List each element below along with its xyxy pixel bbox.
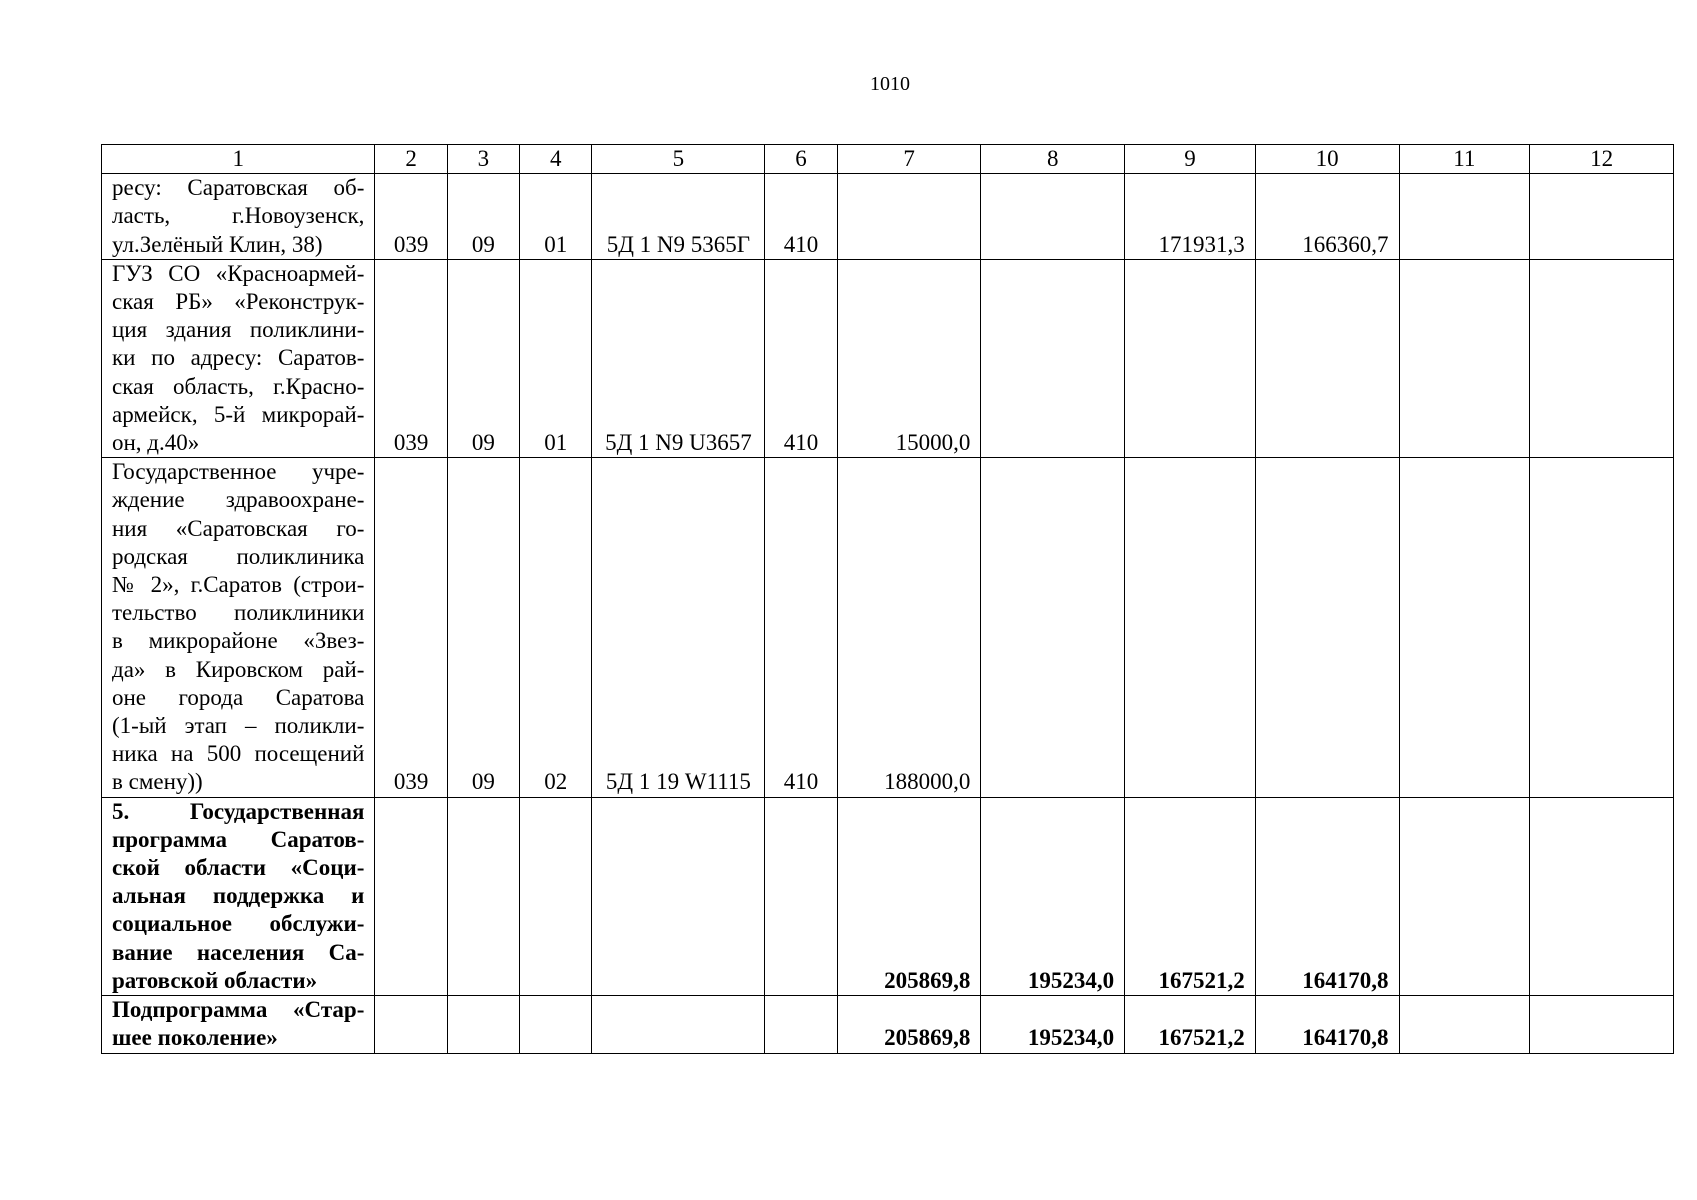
code-cell-c5: 5Д 1 19 W1115: [592, 458, 765, 797]
table-row: [102, 996, 1674, 1053]
row-name-line: программа Саратов-: [112, 826, 365, 852]
column-header: 8: [981, 145, 1125, 174]
code-cell-c6: [765, 996, 837, 1053]
amount-cell-c11: [1399, 797, 1530, 995]
code-cell-c3: 09: [447, 458, 519, 797]
row-name-line: № 2», г.Саратов (строи-: [112, 572, 365, 598]
code-cell-c3: 09: [447, 259, 519, 457]
row-name-cell: [102, 174, 375, 260]
amount-cell-c10: [1255, 259, 1399, 457]
row-name-line: тельство поликлиники: [112, 600, 365, 626]
budget-table: [101, 144, 1674, 1054]
row-name-line: он, д.40»: [112, 430, 200, 456]
amount-cell-c12: [1530, 797, 1674, 995]
amount-cell-c9: 171931,3: [1125, 174, 1256, 260]
amount-cell-c8: [981, 174, 1125, 260]
code-cell-c4: 02: [520, 458, 592, 797]
code-cell-c5: [592, 797, 765, 995]
code-cell-c4: 01: [520, 259, 592, 457]
code-cell-c2: 039: [375, 259, 447, 457]
row-name-line: ки по адресу: Саратов-: [112, 345, 365, 371]
row-name-line: ГУЗ СО «Красноармей-: [112, 260, 365, 286]
amount-cell-c12: [1530, 174, 1674, 260]
code-cell-c3: [447, 996, 519, 1053]
row-name-line: вание населения Са-: [112, 939, 365, 965]
code-cell-c4: [520, 996, 592, 1053]
column-header: 7: [837, 145, 981, 174]
code-cell-c6: 410: [765, 174, 837, 260]
column-header: 10: [1255, 145, 1399, 174]
amount-cell-c10: [1255, 458, 1399, 797]
code-cell-c5: [592, 996, 765, 1053]
code-cell-c5: 5Д 1 N9 U3657: [592, 259, 765, 457]
amount-cell-c11: [1399, 174, 1530, 260]
amount-cell-c9: [1125, 259, 1256, 457]
code-cell-c3: [447, 797, 519, 995]
row-name-line: оне города Саратова: [112, 684, 365, 710]
code-cell-c5: 5Д 1 N9 5365Г: [592, 174, 765, 260]
amount-cell-c8: 195234,0: [981, 797, 1125, 995]
amount-cell-c9: [1125, 458, 1256, 797]
row-name-line: 5. Государственная: [112, 798, 365, 824]
code-cell-c2: 039: [375, 458, 447, 797]
amount-cell-c7: 15000,0: [837, 259, 981, 457]
amount-cell-c11: [1399, 259, 1530, 457]
row-name-line: ция здания поликлини-: [112, 317, 365, 343]
row-name-line: родская поликлиника: [112, 543, 365, 569]
row-name-line: ул.Зелёный Клин, 38): [112, 231, 323, 257]
amount-cell-c11: [1399, 458, 1530, 797]
row-name-line: в микрорайоне «Звез-: [112, 628, 365, 654]
amount-cell-c12: [1530, 996, 1674, 1053]
amount-cell-c7: 188000,0: [837, 458, 981, 797]
table-row: [102, 259, 1674, 457]
code-cell-c6: 410: [765, 458, 837, 797]
table-row: [102, 174, 1674, 260]
code-cell-c2: [375, 996, 447, 1053]
page-number: 1010: [870, 73, 910, 95]
code-cell-c2: 039: [375, 174, 447, 260]
row-name-cell: [102, 797, 375, 995]
row-name-line: ждение здравоохране-: [112, 487, 365, 513]
column-header: 4: [520, 145, 592, 174]
table-row: [102, 797, 1674, 995]
amount-cell-c10: 164170,8: [1255, 996, 1399, 1053]
row-name-line: ской области «Соци-: [112, 855, 365, 881]
amount-cell-c8: 195234,0: [981, 996, 1125, 1053]
column-header: 6: [765, 145, 837, 174]
row-name-cell: [102, 458, 375, 797]
row-name-line: социальное обслужи-: [112, 911, 365, 937]
row-name-line: ресу: Саратовская об-: [112, 175, 365, 201]
column-header: 5: [592, 145, 765, 174]
column-header: 1: [102, 145, 375, 174]
row-name-line: армейск, 5-й микрорай-: [112, 401, 365, 427]
amount-cell-c12: [1530, 458, 1674, 797]
code-cell-c3: 09: [447, 174, 519, 260]
code-cell-c2: [375, 797, 447, 995]
row-name-line: ника на 500 посещений: [112, 741, 365, 767]
row-name-line: в смену)): [112, 769, 203, 795]
row-name-line: альная поддержка и: [112, 883, 365, 909]
amount-cell-c7: 205869,8: [837, 797, 981, 995]
code-cell-c6: 410: [765, 259, 837, 457]
row-name-line: ласть, г.Новоузенск,: [112, 203, 365, 229]
amount-cell-c12: [1530, 259, 1674, 457]
row-name-cell: [102, 259, 375, 457]
code-cell-c4: [520, 797, 592, 995]
row-name-line: Государственное учре-: [112, 459, 365, 485]
amount-cell-c7: 205869,8: [837, 996, 981, 1053]
column-header: 9: [1125, 145, 1256, 174]
column-header: 3: [447, 145, 519, 174]
amount-cell-c7: [837, 174, 981, 260]
row-name-line: Подпрограмма «Стар-: [112, 997, 365, 1023]
amount-cell-c11: [1399, 996, 1530, 1053]
column-header: 12: [1530, 145, 1674, 174]
amount-cell-c8: [981, 259, 1125, 457]
column-header: 2: [375, 145, 447, 174]
amount-cell-c10: 164170,8: [1255, 797, 1399, 995]
amount-cell-c9: 167521,2: [1125, 996, 1256, 1053]
row-name-line: ская РБ» «Реконструк-: [112, 289, 365, 315]
amount-cell-c10: 166360,7: [1255, 174, 1399, 260]
column-header: 11: [1399, 145, 1530, 174]
row-name-line: ская область, г.Красно-: [112, 373, 365, 399]
amount-cell-c9: 167521,2: [1125, 797, 1256, 995]
amount-cell-c8: [981, 458, 1125, 797]
row-name-line: да» в Кировском рай-: [112, 656, 365, 682]
row-name-line: ния «Саратовская го-: [112, 515, 365, 541]
table-row: [102, 458, 1674, 797]
row-name-cell: [102, 996, 375, 1053]
code-cell-c4: 01: [520, 174, 592, 260]
code-cell-c6: [765, 797, 837, 995]
row-name-line: шее поколение»: [112, 1025, 278, 1051]
column-number-row: [102, 145, 1674, 174]
row-name-line: ратовской области»: [112, 967, 318, 993]
row-name-line: (1-ый этап – поликли-: [112, 713, 365, 739]
